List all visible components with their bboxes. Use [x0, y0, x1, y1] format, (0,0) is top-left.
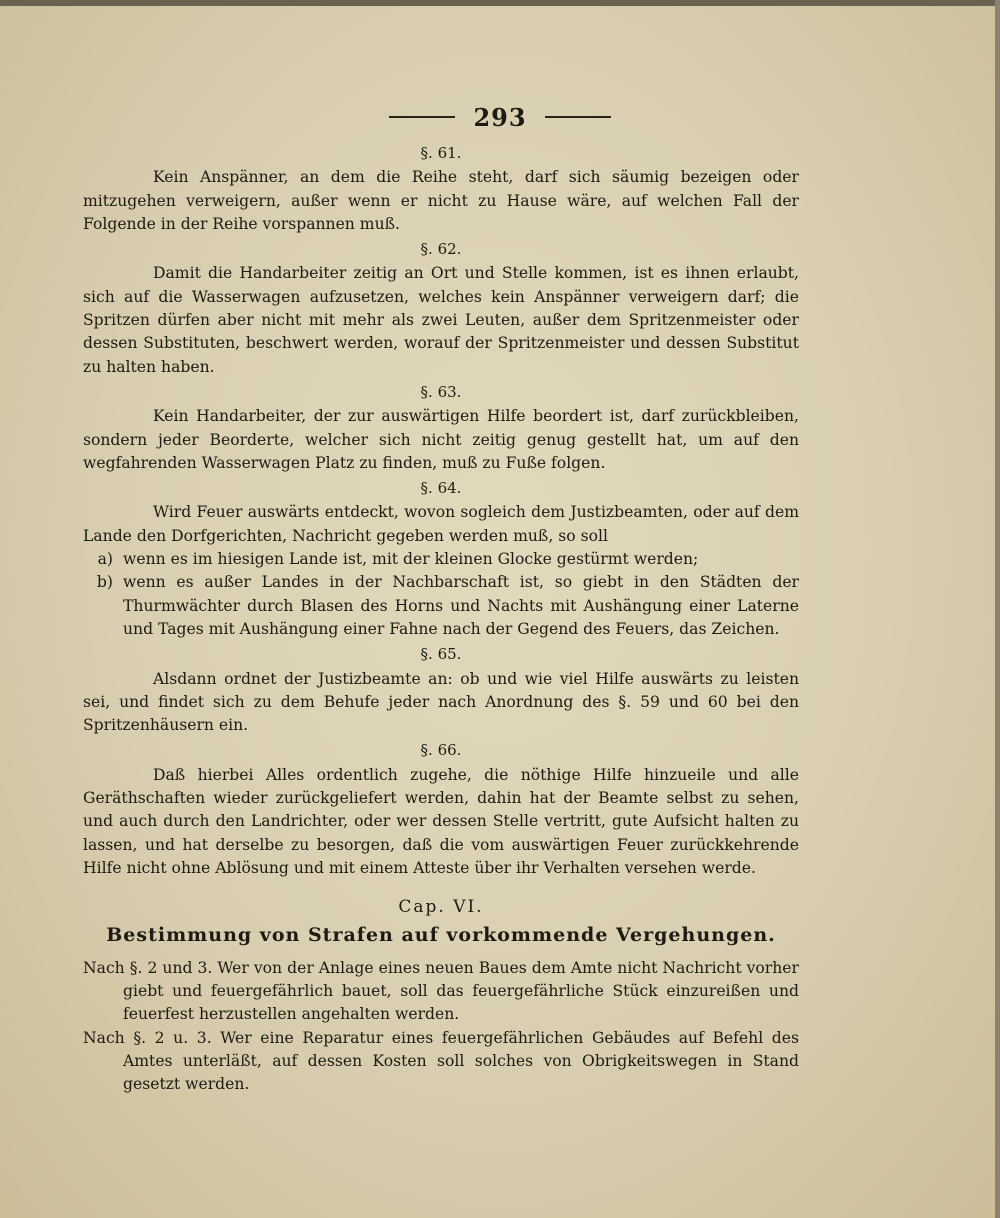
chapter-title: Bestimmung von Strafen auf vorkommende Vergehungen. — [106, 923, 776, 946]
scan-edge-top — [0, 0, 1000, 6]
penalty-entry-text: Wer von der Anlage eines neuen Baues dem Amte nicht Nachricht vorher giebt und feuergefährlich bauet, soll das feuergefährliche Stück einzureißen und feuerfest herzustellen angehalten werden. — [123, 958, 799, 1024]
section-text-65: Alsdann ordnet der Justizbeamte an: ob und wie viel Hilfe auswärts zu leisten sei, und findet sich zu dem Behufe jeder nach Anordnung des §. 59 und 60 bei den Spritzenhäusern ein. — [83, 669, 799, 735]
list-item-text: wenn es außer Landes in der Nachbarschaft ist, so giebt in den Städten der Thurmwächter durch Blasen des Horns und Nachts mit Aushängung einer Laterne und Tages mit Aushängung einer Fahne nach der Gegend des Feuers, das Zeichen. — [123, 573, 799, 638]
list-item — [83, 548, 799, 571]
penalty-entry-ref: Nach §. 2 u. 3. — [83, 1028, 212, 1047]
page-header — [0, 100, 1000, 134]
penalty-entry-ref: Nach §. 2 und 3. — [83, 958, 213, 977]
list-item-label: a) — [97, 550, 113, 569]
scan-edge-right — [995, 0, 1000, 1218]
header-rule-right — [545, 116, 611, 118]
section-heading-62: §. 62. — [420, 240, 462, 259]
chapter-label: Cap. VI. — [398, 897, 484, 918]
section-text-62: Damit die Handarbeiter zeitig an Ort und Stelle kommen, ist es ihnen erlaubt, sich auf die Wasserwagen aufzusetzen, welches kein Anspänner verweigern darf; die Spritzen dürfen aber nicht mit mehr als zwei Leuten, außer dem Spritzenmeister oder dessen Substituten, beschwert werden, worauf der Spritzenmeister und dessen Substitut zu halten haben. — [83, 264, 799, 376]
section-text-64: Wird Feuer auswärts entdeckt, wovon sogleich dem Justizbeamten, oder auf dem Lande den Dorfgerichten, Nachricht gegeben werden muß, so soll — [83, 503, 799, 545]
list-item-text: wenn es im hiesigen Lande ist, mit der kleinen Glocke gestürmt werden; — [123, 550, 699, 569]
penalty-entry — [83, 957, 799, 1027]
section-text-63: Kein Handarbeiter, der zur auswärtigen Hilfe beordert ist, darf zurückbleiben, sondern jeder Beorderte, welcher sich nicht zeitig genug gestellt hat, um auf den wegfahrenden Wasserwagen Platz zu finden, muß zu Fuße folgen. — [83, 407, 799, 472]
section-text-66: Daß hierbei Alles ordentlich zugehe, die nöthige Hilfe hinzueile und alle Geräthschaften wieder zurückgeliefert werden, dahin hat der Beamte selbst zu sehen, und auch durch den Landrichter, oder wer dessen Stelle vertritt, gute Aufsicht halten zu lassen, und hat derselbe zu besorgen, daß die vom auswärtigen Feuer zurückkehrende Hilfe nicht ohne Ablösung und mit einem Atteste über ihr Verhalten versehen werde. — [83, 765, 799, 877]
header-rule-left — [389, 116, 455, 118]
body-text — [83, 140, 799, 1097]
section-heading-65: §. 65. — [420, 645, 462, 664]
page-number: 293 — [473, 102, 527, 132]
list-item — [83, 571, 799, 641]
section-heading-61: §. 61. — [420, 144, 462, 162]
penalty-entry-text: Wer eine Reparatur eines feuergefährlichen Gebäudes auf Befehl des Amtes unterläßt, auf dessen Kosten soll solches von Obrigkeitswegen in Stand gesetzt werden. — [123, 1028, 799, 1094]
section-heading-66: §. 66. — [420, 741, 462, 760]
list-item-label: b) — [96, 573, 113, 592]
section-text-61: Kein Anspänner, an dem die Reihe steht, darf sich säumig bezeigen oder mitzugehen verweigern, außer wenn er nicht zu Hause wäre, auf welchen Fall der Folgende in der Reihe vorspannen muß. — [83, 168, 799, 233]
penalty-entry — [83, 1027, 799, 1097]
section-heading-64: §. 64. — [420, 479, 462, 498]
section-heading-63: §. 63. — [420, 382, 462, 401]
